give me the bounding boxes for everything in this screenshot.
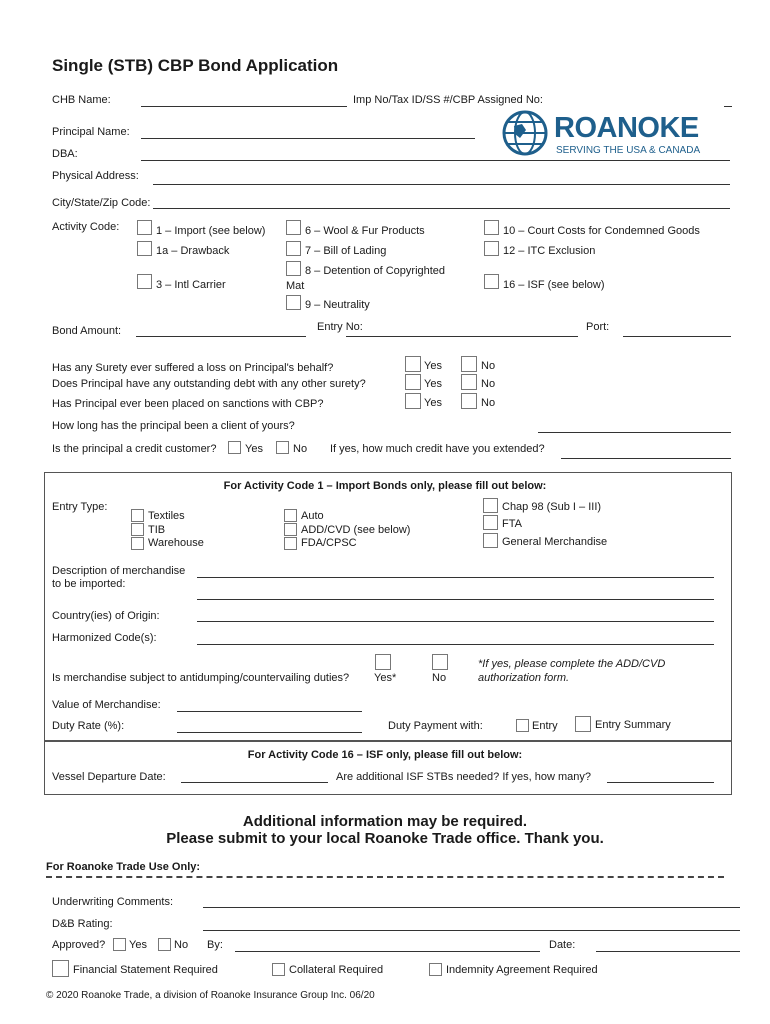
chap98-label: Chap 98 (Sub I – III) (502, 501, 602, 513)
activity-1a-checkbox[interactable] (137, 241, 152, 256)
activity-3-checkbox[interactable] (137, 274, 152, 289)
country-origin-label: Country(ies) of Origin: (52, 610, 160, 622)
activity-6-checkbox[interactable] (286, 220, 301, 235)
merch-description-field-1[interactable] (197, 577, 714, 578)
internal-use-heading: For Roanoke Trade Use Only: (46, 861, 201, 873)
credit-amount-field[interactable] (561, 458, 731, 459)
dnb-rating-label: D&B Rating: (52, 918, 113, 930)
footer-copyright: © 2020 Roanoke Trade, a division of Roanoke Insurance Group Inc. 06/20 (46, 990, 375, 1001)
underwriting-comments-field[interactable] (203, 907, 740, 908)
duty-rate-field[interactable] (177, 732, 362, 733)
activity-8-label: 8 – Detention of Copyrighted (305, 265, 446, 277)
underwriting-comments-label: Underwriting Comments: (52, 896, 174, 908)
port-field[interactable] (623, 336, 731, 337)
approved-yes-checkbox[interactable] (113, 938, 126, 951)
physical-address-label: Physical Address: (52, 170, 139, 182)
q2-yes-label: Yes (424, 378, 442, 390)
notice-line-1: Additional information may be required. (242, 813, 528, 830)
principal-name-field[interactable] (141, 138, 475, 139)
q3-no-label: No (481, 397, 496, 409)
chb-name-field[interactable] (141, 106, 347, 107)
imp-no-field[interactable] (724, 106, 732, 107)
principal-name-label: Principal Name: (52, 126, 130, 138)
activity-1-label: 1 – Import (see below) (156, 225, 266, 237)
activity-16-checkbox[interactable] (484, 274, 499, 289)
approved-date-field[interactable] (596, 951, 740, 952)
fin-statement-label: Financial Statement Required (73, 964, 218, 976)
approved-date-label: Date: (549, 939, 576, 951)
merch-value-label: Value of Merchandise: (52, 699, 161, 711)
q1-no-checkbox[interactable] (461, 356, 477, 372)
page-title: Single (STB) CBP Bond Application (52, 56, 339, 75)
fda-cpsc-label: FDA/CPSC (301, 537, 357, 549)
add-cvd-note-1: *If yes, please complete the ADD/CVD (478, 658, 666, 670)
activity-16-label: 16 – ISF (see below) (503, 279, 605, 291)
general-merch-checkbox[interactable] (483, 533, 498, 548)
activity-12-label: 12 – ITC Exclusion (503, 245, 596, 257)
activity-12-checkbox[interactable] (484, 241, 499, 256)
activity-9-checkbox[interactable] (286, 295, 301, 310)
city-state-zip-label: City/State/Zip Code: (52, 197, 151, 209)
q2-yes-checkbox[interactable] (405, 374, 421, 390)
credit-no-label: No (293, 443, 308, 455)
general-merch-label: General Merchandise (502, 536, 608, 548)
q2-no-label: No (481, 378, 496, 390)
q3-no-checkbox[interactable] (461, 393, 477, 409)
city-state-zip-field[interactable] (153, 208, 730, 209)
activity-3-label: 3 – Intl Carrier (156, 279, 226, 291)
duty-payment-label: Duty Payment with: (388, 720, 483, 732)
duty-rate-label: Duty Rate (%): (52, 720, 125, 732)
logo-name: ROANOKE (554, 112, 699, 144)
harmonized-code-field[interactable] (197, 644, 714, 645)
chb-name-label: CHB Name: (52, 94, 111, 106)
additional-isf-field[interactable] (607, 782, 714, 783)
antidumping-yes-checkbox[interactable] (375, 654, 391, 670)
duty-entry-checkbox[interactable] (516, 719, 529, 732)
entry-type-label: Entry Type: (52, 501, 108, 513)
activity-1a-label: 1a – Drawback (156, 245, 230, 257)
question-sanctions: Has Principal ever been placed on sanctions with CBP? (52, 398, 324, 410)
merch-description-label-cont: to be imported: (52, 578, 126, 590)
credit-yes-checkbox[interactable] (228, 441, 241, 454)
imp-no-label: Imp No/Tax ID/SS #/CBP Assigned No: (353, 94, 543, 106)
bond-amount-field[interactable] (136, 336, 306, 337)
add-cvd-label: ADD/CVD (see below) (301, 524, 411, 536)
duty-entry-label: Entry (532, 720, 558, 732)
globe-icon (500, 108, 550, 158)
textiles-label: Textiles (148, 510, 185, 522)
fta-label: FTA (502, 518, 522, 530)
q2-no-checkbox[interactable] (461, 374, 477, 390)
duty-entry-summary-label: Entry Summary (595, 719, 671, 731)
approved-by-field[interactable] (235, 951, 540, 952)
question-surety-loss: Has any Surety ever suffered a loss on Principal's behalf? (52, 362, 334, 374)
antidumping-question: Is merchandise subject to antidumping/countervailing duties? (52, 672, 350, 684)
q1-yes-checkbox[interactable] (405, 356, 421, 372)
vessel-departure-field[interactable] (181, 782, 328, 783)
roanoke-logo (500, 108, 720, 158)
approved-by-label: By: (207, 939, 223, 951)
entry-no-field[interactable] (346, 336, 578, 337)
activity-7-checkbox[interactable] (286, 241, 301, 256)
fin-statement-checkbox[interactable] (52, 960, 69, 977)
isf-section-heading: For Activity Code 16 – ISF only, please fill out below: (247, 749, 523, 761)
activity-6-label: 6 – Wool & Fur Products (305, 225, 425, 237)
activity-10-checkbox[interactable] (484, 220, 499, 235)
credit-yes-label: Yes (245, 443, 263, 455)
client-duration-field[interactable] (538, 432, 731, 433)
merch-description-label: Description of merchandise (52, 565, 186, 577)
activity-9-label: 9 – Neutrality (305, 299, 370, 311)
auto-label: Auto (301, 510, 324, 522)
port-label: Port: (586, 321, 610, 333)
activity-1-checkbox[interactable] (137, 220, 152, 235)
add-cvd-checkbox[interactable] (284, 523, 297, 536)
approved-label: Approved? (52, 939, 106, 951)
activity-code-label: Activity Code: (52, 221, 120, 233)
question-outstanding-debt: Does Principal have any outstanding debt with any other surety? (52, 378, 366, 390)
q3-yes-checkbox[interactable] (405, 393, 421, 409)
harmonized-code-label: Harmonized Code(s): (52, 632, 157, 644)
entry-no-label: Entry No: (317, 321, 363, 333)
antidumping-yes-label: Yes* (374, 672, 397, 684)
merch-value-field[interactable] (177, 711, 362, 712)
question-credit-amount: If yes, how much credit have you extended? (330, 443, 545, 455)
import-section-heading: For Activity Code 1 – Import Bonds only, please fill out below: (223, 480, 547, 492)
auto-checkbox[interactable] (284, 509, 297, 522)
indemnity-checkbox[interactable] (429, 963, 442, 976)
activity-8-label-cont: Mat (286, 280, 305, 292)
activity-8-checkbox[interactable] (286, 261, 301, 276)
indemnity-label: Indemnity Agreement Required (446, 964, 598, 976)
vessel-departure-label: Vessel Departure Date: (52, 771, 166, 783)
dba-field[interactable] (141, 160, 730, 161)
fda-cpsc-checkbox[interactable] (284, 537, 297, 550)
q3-yes-label: Yes (424, 397, 442, 409)
additional-isf-label: Are additional ISF STBs needed? If yes, how many? (336, 771, 591, 783)
antidumping-no-checkbox[interactable] (432, 654, 448, 670)
add-cvd-note-2: authorization form. (478, 672, 570, 684)
dnb-rating-field[interactable] (203, 930, 740, 931)
activity-7-label: 7 – Bill of Lading (305, 245, 387, 257)
collateral-label: Collateral Required (289, 964, 384, 976)
logo-tagline: SERVING THE USA & CANADA (556, 145, 701, 156)
notice-line-2: Please submit to your local Roanoke Trade office. Thank you. (166, 830, 604, 847)
chap98-checkbox[interactable] (483, 498, 498, 513)
bond-amount-label: Bond Amount: (52, 325, 122, 337)
credit-no-checkbox[interactable] (276, 441, 289, 454)
activity-10-label: 10 – Court Costs for Condemned Goods (503, 225, 700, 237)
tib-label: TIB (148, 524, 166, 536)
q1-no-label: No (481, 360, 496, 372)
fta-checkbox[interactable] (483, 515, 498, 530)
approved-no-label: No (174, 939, 189, 951)
antidumping-no-label: No (432, 672, 447, 684)
merch-description-field-2[interactable] (197, 599, 714, 600)
collateral-checkbox[interactable] (272, 963, 285, 976)
country-origin-field[interactable] (197, 621, 714, 622)
approved-yes-label: Yes (129, 939, 147, 951)
textiles-checkbox[interactable] (131, 509, 144, 522)
approved-no-checkbox[interactable] (158, 938, 171, 951)
dba-label: DBA: (52, 148, 78, 160)
warehouse-label: Warehouse (148, 537, 204, 549)
physical-address-field[interactable] (153, 184, 730, 185)
duty-entry-summary-checkbox[interactable] (575, 716, 591, 732)
tib-checkbox[interactable] (131, 523, 144, 536)
warehouse-checkbox[interactable] (131, 537, 144, 550)
question-client-duration: How long has the principal been a client of yours? (52, 420, 295, 432)
internal-use-divider (46, 876, 724, 878)
q1-yes-label: Yes (424, 360, 442, 372)
question-credit-customer: Is the principal a credit customer? (52, 443, 217, 455)
